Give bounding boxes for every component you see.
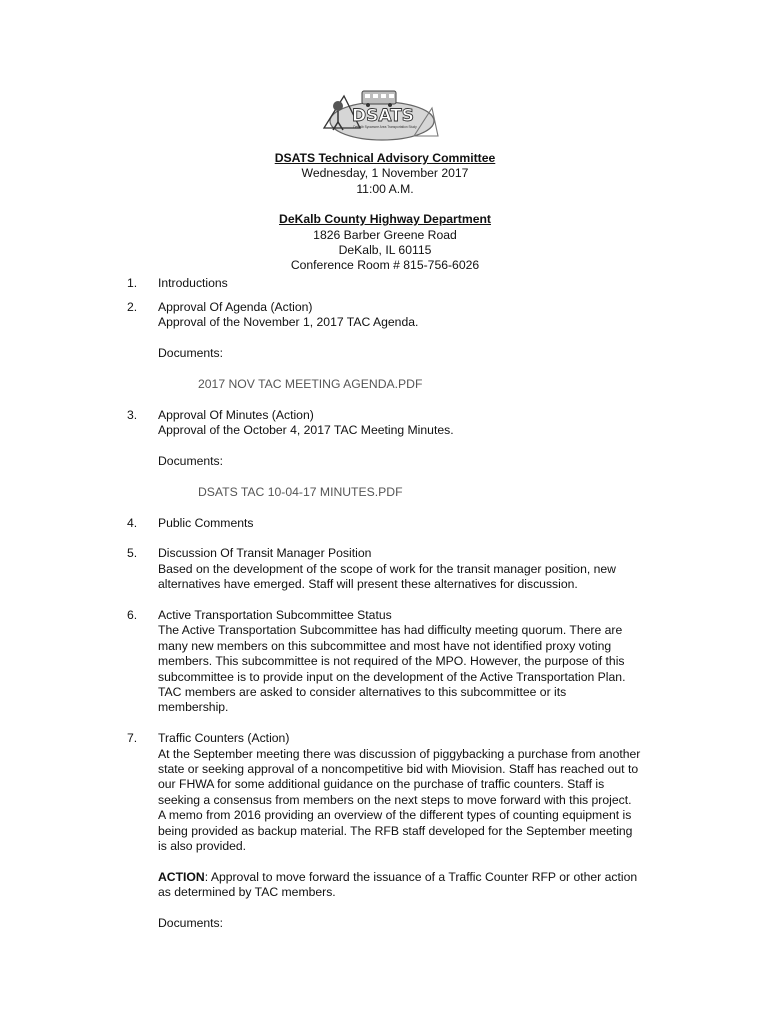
dsats-logo bbox=[316, 88, 440, 150]
venue-address-line1: 1826 Barber Greene Road bbox=[313, 227, 457, 242]
documents-label: Documents: bbox=[158, 916, 224, 931]
item-body-line: A memo from 2016 providing an overview of the different types of counting equipment is bbox=[158, 808, 632, 823]
item-title: Public Comments bbox=[158, 515, 254, 530]
venue-name: DeKalb County Highway Department bbox=[279, 212, 491, 227]
agenda-pdf-link[interactable]: 2017 NOV TAC MEETING AGENDA.PDF bbox=[198, 377, 423, 391]
item-body-line: TAC members are asked to consider alternatives to this subcommittee or its bbox=[158, 685, 567, 700]
action-statement bbox=[158, 870, 647, 885]
item-title: Approval Of Minutes (Action) bbox=[158, 407, 314, 422]
agenda-item-approval-agenda: 2. Approval Of Agenda (Action) Approval of the November 1, 2017 TAC Agenda. Documents: 2017 NOV TAC MEETING AGENDA.PDF bbox=[127, 300, 647, 392]
documents-label: Documents: bbox=[158, 346, 224, 361]
agenda-list bbox=[127, 276, 647, 931]
item-title: Discussion Of Transit Manager Position bbox=[158, 546, 372, 561]
item-title: Active Transportation Subcommittee Status bbox=[158, 608, 392, 622]
item-body-line: our FHWA for some additional guidance on the purchase of traffic counters. Staff is bbox=[158, 777, 605, 792]
item-body-line: is also provided. bbox=[158, 839, 247, 854]
item-body-line: membership. bbox=[158, 700, 229, 715]
item-title: Introductions bbox=[158, 276, 228, 290]
item-body-line: At the September meeting there was discussion of piggybacking a purchase from another bbox=[158, 746, 641, 761]
item-body-line: Based on the development of the scope of work for the transit manager position, new bbox=[158, 561, 616, 576]
venue-address-line2: DeKalb, IL 60115 bbox=[338, 242, 432, 257]
item-title: Approval Of Agenda (Action) bbox=[158, 300, 313, 314]
action-label: ACTION bbox=[158, 869, 205, 884]
agenda-item-approval-minutes: 3. Approval Of Minutes (Action) Approval of the October 4, 2017 TAC Meeting Minutes. Documents: DSATS TAC 10-04-17 MINUTES.PDF bbox=[127, 408, 647, 500]
item-body-line: subcommittee is to provide input on the development of the Active Transportation Plan. bbox=[158, 669, 626, 684]
meeting-time: 11:00 A.M. bbox=[356, 181, 414, 196]
agenda-item-introductions: 1. Introductions bbox=[127, 276, 647, 291]
item-body-line: many new members on this subcommittee and most have not identified proxy voting bbox=[158, 638, 612, 653]
item-body: Approval of the November 1, 2017 TAC Agenda. bbox=[158, 315, 419, 330]
item-body-line: members. This subcommittee is not required of the MPO. However, the purpose of this bbox=[158, 654, 625, 669]
conference-room: Conference Room # 815-756-6026 bbox=[290, 258, 480, 273]
agenda-item-public-comments: 4. Public Comments bbox=[127, 516, 647, 531]
minutes-pdf-link[interactable]: DSATS TAC 10-04-17 MINUTES.PDF bbox=[198, 484, 403, 499]
item-body: Approval of the October 4, 2017 TAC Meeting Minutes. bbox=[158, 423, 454, 438]
action-text-line: : Approval to move forward the issuance of a Traffic Counter RFP or other action bbox=[204, 869, 638, 884]
agenda-item-active-transportation: 6. Active Transportation Subcommittee Status The Active Transportation Subcommittee has had difficulty meeting quorum. There are many new members on this subcommittee and most have not identified proxy voting members. This subcommittee is not required of the MPO. However, the purpose of this subcommittee is to provide input on the development of the Active Transportation Plan. TAC members are asked to consider alternatives to this subcommittee or its membership. bbox=[127, 608, 647, 716]
item-body-line: The Active Transportation Subcommittee has had difficulty meeting quorum. There are bbox=[158, 623, 623, 638]
logo-wordmark: DSATS bbox=[351, 106, 415, 126]
logo-subtitle: DeKalb Sycamore Area Transportation Study bbox=[353, 125, 417, 129]
committee-title: DSATS Technical Advisory Committee bbox=[274, 151, 496, 165]
item-title: Traffic Counters (Action) bbox=[158, 731, 290, 746]
action-text-line: as determined by TAC members. bbox=[158, 885, 336, 900]
agenda-item-traffic-counters: 7. Traffic Counters (Action) At the September meeting there was discussion of piggybacking a purchase from another state or seeking approval of a noncompetitive bid with Miovision. Staff has reached out to our FHWA for some additional guidance on the purchase of traffic counters. Staff is seeking a consensus from members on the next steps to move forward with this project. A memo from 2016 providing an overview of the different types of counting equipment is being provided as backup material. The RFB staff developed for the September meeting is also provided. ACTION: Approval to move forward the issuance of a Traffic Counter RFP or other action as determined by TAC members. Documents: bbox=[127, 731, 647, 931]
documents-label: Documents: bbox=[158, 454, 224, 468]
item-body-line: seeking a consensus from members on the next steps to move forward with this project. bbox=[158, 792, 632, 807]
agenda-item-transit-manager: 5. Discussion Of Transit Manager Position Based on the development of the scope of work for the transit manager position, new alternatives have emerged. Staff will present these alternatives for discussion. bbox=[127, 546, 647, 592]
item-body-line: being provided as backup material. The RFB staff developed for the September meeting bbox=[158, 823, 633, 838]
meeting-date: Wednesday, 1 November 2017 bbox=[301, 166, 469, 181]
item-body-line: alternatives have emerged. Staff will present these alternatives for discussion. bbox=[158, 577, 578, 592]
item-body-line: state or seeking approval of a noncompetitive bid with Miovision. Staff has reached out to bbox=[158, 762, 639, 777]
meeting-header bbox=[0, 151, 770, 274]
